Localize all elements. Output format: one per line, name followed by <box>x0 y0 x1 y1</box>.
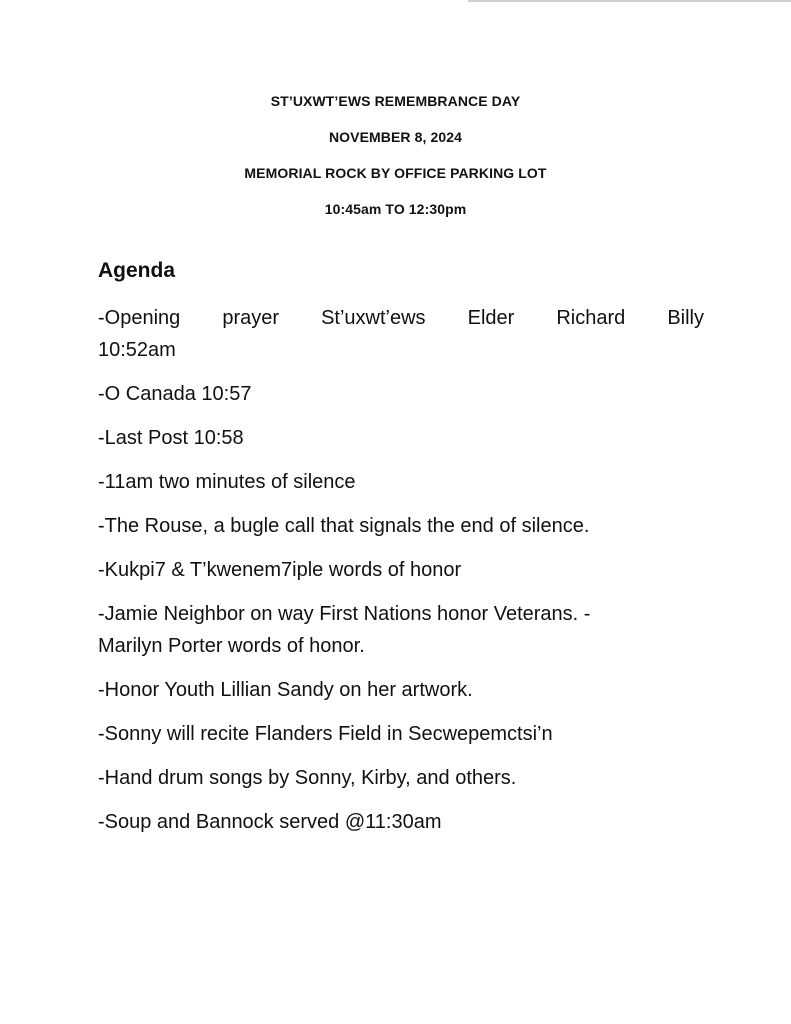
agenda-item-honor-youth: -Honor Youth Lillian Sandy on her artwork. <box>98 679 473 701</box>
agenda-item-line: -Opening prayer St’uxwt’ews Elder Richard Billy <box>98 307 704 329</box>
agenda-item-opening-prayer <box>98 302 704 366</box>
agenda-item-rouse: -The Rouse, a bugle call that signals the end of silence. <box>98 515 590 537</box>
agenda-item-hand-drum: -Hand drum songs by Sonny, Kirby, and others. <box>98 767 517 789</box>
event-date: NOVEMBER 8, 2024 <box>328 129 463 145</box>
event-title: ST’UXWT’EWS REMEMBRANCE DAY <box>270 93 521 109</box>
agenda-item-kukpi7: -Kukpi7 & T’kwenem7iple words of honor <box>98 559 462 581</box>
agenda-item-o-canada: -O Canada 10:57 <box>98 383 252 405</box>
event-header <box>0 92 791 236</box>
agenda-item-line: -Jamie Neighbor on way First Nations honor Veterans. - <box>98 603 591 625</box>
agenda-item-line: 10:52am <box>98 339 176 361</box>
agenda-item-silence: -11am two minutes of silence <box>98 471 356 493</box>
agenda-heading: Agenda <box>98 259 176 282</box>
agenda-item-soup-bannock: -Soup and Bannock served @11:30am <box>98 811 442 833</box>
event-time: 10:45am TO 12:30pm <box>324 201 467 217</box>
agenda-item-flanders-field: -Sonny will recite Flanders Field in Secwepemctsi’n <box>98 723 553 745</box>
scan-edge-line <box>468 0 791 2</box>
event-location: MEMORIAL ROCK BY OFFICE PARKING LOT <box>244 165 547 181</box>
agenda-list <box>98 302 704 850</box>
agenda-item-jamie-neighbor <box>98 598 704 662</box>
agenda-item-last-post: -Last Post 10:58 <box>98 427 244 449</box>
agenda-item-line: Marilyn Porter words of honor. <box>98 635 365 657</box>
